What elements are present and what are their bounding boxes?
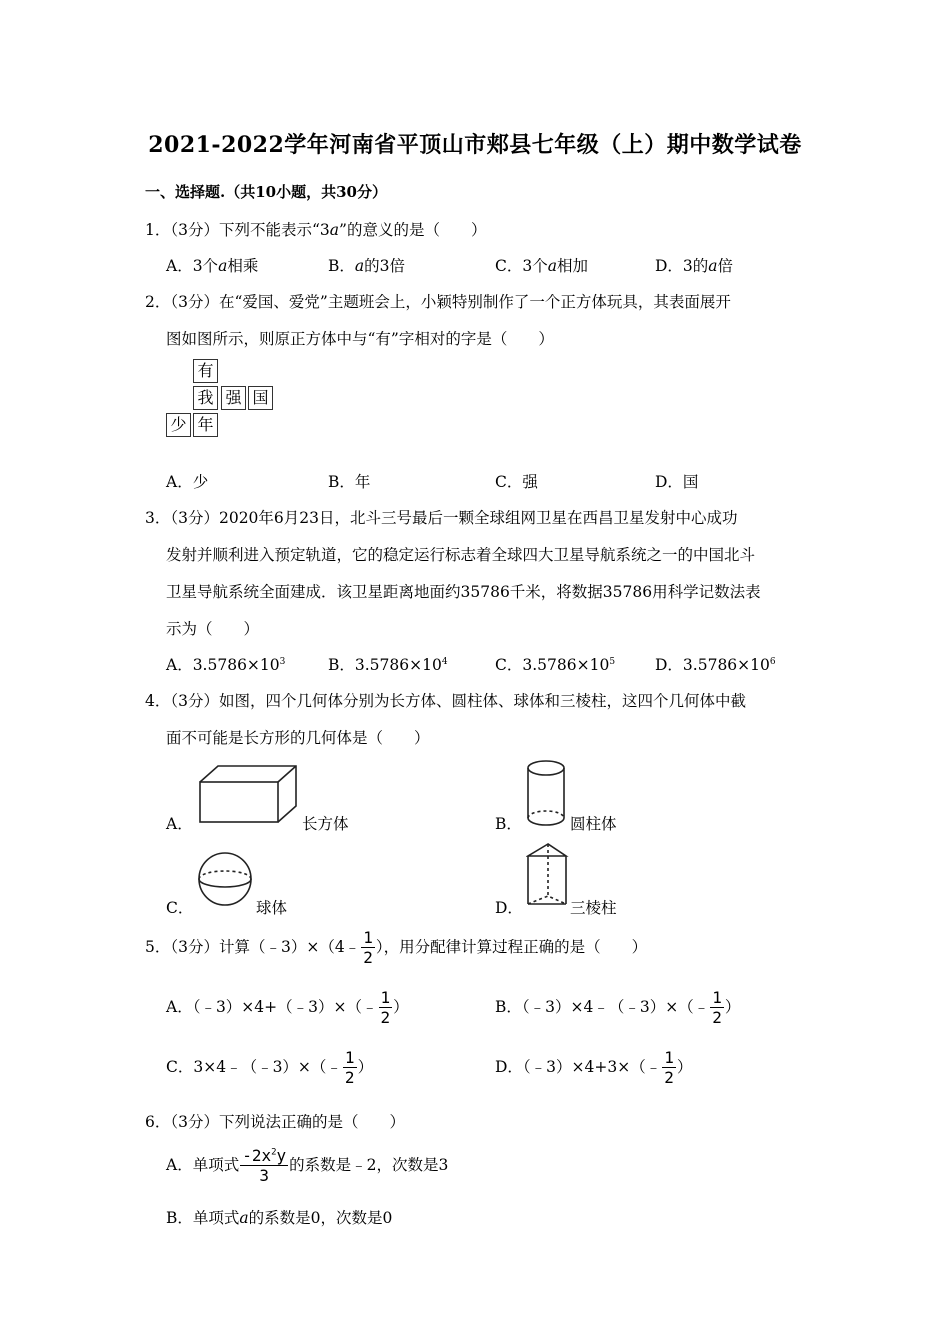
question-1-stem <box>145 218 486 240</box>
q6-option-a: A．单项式 $\frac{-2x^2y}{3}$ 的系数是﹣2，次数是3 <box>166 1146 449 1185</box>
q4-option-b-letter: B． <box>495 815 522 833</box>
q4-option-a-letter: A． <box>166 815 193 833</box>
q4-option-d-letter: D． <box>495 899 523 917</box>
q4-option-c-letter: C． <box>166 899 194 917</box>
question-6-stem: 6．（3分）下列说法正确的是（ ） <box>145 1113 405 1131</box>
cube-net-figure <box>166 359 276 439</box>
q1-option-c: C．3个a相加 <box>495 257 588 275</box>
q5-option-a: A．（﹣3）×4+（﹣3）×（﹣ $\frac{1}{2}$ ） <box>166 988 409 1027</box>
net-cell-you: 有 <box>193 359 218 383</box>
q4-option-c-label: 球体 <box>256 899 288 917</box>
section-heading: 一、选择题.（共10小题，共30分） <box>145 183 387 201</box>
q2-option-b: B．年 <box>328 473 371 491</box>
q1-option-a: A．3个a相乘 <box>166 257 259 275</box>
q1-option-d: D．3的a倍 <box>655 257 734 275</box>
question-2-line-1: 2．（3分）在“爱国、爱党”主题班会上，小颖特别制作了一个正方体玩具，其表面展开 <box>145 293 731 311</box>
cylinder-figure <box>524 758 568 830</box>
question-3-line-3: 卫星导航系统全面建成．该卫星距离地面约35786千米，将数据35786用科学记数法表 <box>166 583 761 601</box>
q1-stem-var: a <box>329 221 340 239</box>
q4-option-b-label: 圆柱体 <box>570 815 617 833</box>
net-cell-wo: 我 <box>193 386 218 410</box>
net-cell-shao: 少 <box>166 413 191 437</box>
q2-option-d: D．国 <box>655 473 699 491</box>
q4-option-a-label: 长方体 <box>302 815 349 833</box>
fraction-one-half: $\frac{1}{2}$ <box>363 928 373 967</box>
page-title: 2021-2022学年河南省平顶山市郏县七年级（上）期中数学试卷 <box>148 132 802 158</box>
q3-option-a: A．$3.5786\times 10^3$ <box>166 656 286 674</box>
sphere-figure <box>196 850 254 908</box>
q3-option-c: C．$3.5786\times 10^5$ <box>495 656 616 674</box>
q3-option-d: D．$3.5786\times 10^6$ <box>655 656 776 674</box>
q6-option-b: B．单项式a的系数是0，次数是0 <box>166 1209 393 1227</box>
q4-option-d-label: 三棱柱 <box>570 899 617 917</box>
question-3-line-2: 发射并顺利进入预定轨道，它的稳定运行标志着全球四大卫星导航系统之一的中国北斗 <box>166 546 756 564</box>
q1-stem-text: 1．（3分）下列不能表示“3 <box>145 221 330 239</box>
q5-option-b: B．（﹣3）×4﹣（﹣3）×（﹣ $\frac{1}{2}$ ） <box>495 988 741 1027</box>
question-2-line-2: 图如图所示，则原正方体中与“有”字相对的字是（ ） <box>166 330 554 348</box>
monomial-fraction: $\frac{-2x^2y}{3}$ <box>242 1146 287 1185</box>
net-cell-qiang: 强 <box>221 386 246 410</box>
question-4-line-1: 4．（3分）如图，四个几何体分别为长方体、圆柱体、球体和三棱柱，这四个几何体中截 <box>145 692 746 710</box>
q5-option-d: D．（﹣3）×4+3×（﹣ $\frac{1}{2}$ ） <box>495 1048 693 1087</box>
q1-stem-text-end: ”的意义的是（ ） <box>339 221 487 239</box>
question-3-line-4: 示为（ ） <box>166 620 260 638</box>
q1-option-b: B．a的3倍 <box>328 257 406 275</box>
question-3-line-1: 3．（3分）2020年6月23日，北斗三号最后一颗全球组网卫星在西昌卫星发射中心成功 <box>145 509 738 527</box>
q5-option-c: C．3×4﹣（﹣3）×（﹣ $\frac{1}{2}$ ） <box>166 1048 374 1087</box>
question-5-stem: 5．（3分）计算（﹣3）×（4﹣ $\frac{1}{2}$ ），用分配律计算过程正确的是（ ） <box>145 928 648 967</box>
net-cell-guo: 国 <box>248 386 273 410</box>
question-4-line-2: 面不可能是长方形的几何体是（ ） <box>166 729 430 747</box>
q2-option-c: C．强 <box>495 473 538 491</box>
triangular-prism-figure <box>526 842 570 910</box>
q3-option-b: B．$3.5786\times 10^4$ <box>328 656 448 674</box>
q2-option-a: A．少 <box>166 473 209 491</box>
net-cell-nian: 年 <box>193 413 218 437</box>
cuboid-figure <box>198 764 298 826</box>
